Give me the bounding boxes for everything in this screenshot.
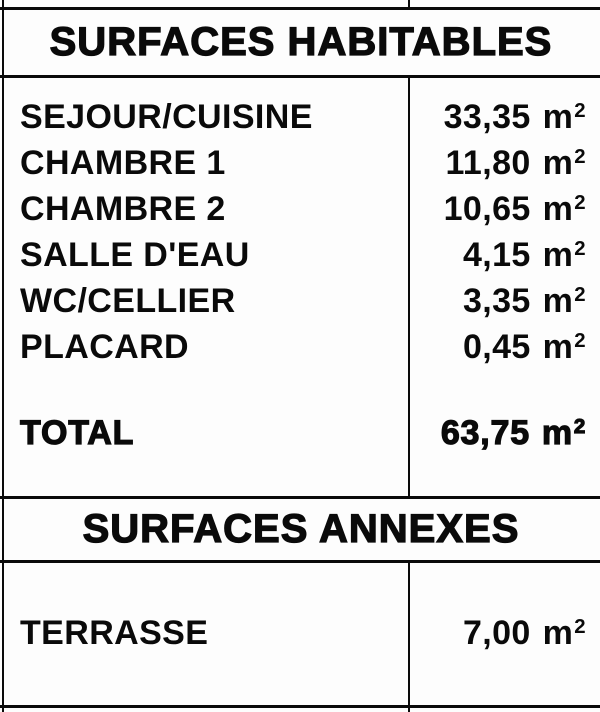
unit-base: m: [542, 143, 574, 182]
area-number: 0,45: [462, 327, 531, 366]
unit-label: [542, 414, 586, 452]
area-number: 3,35: [462, 281, 531, 320]
unit-base: m: [542, 97, 574, 136]
column-divider-top-segment: [408, 0, 410, 9]
unit-exponent: 2: [574, 191, 586, 214]
unit-label: [543, 328, 586, 366]
area-value: [408, 614, 598, 653]
unit-label: [543, 144, 586, 182]
area-value: [408, 98, 598, 137]
unit-exponent: 2: [574, 237, 586, 260]
area-value: [408, 328, 598, 367]
unit-exponent: 2: [574, 145, 586, 168]
area-value: [408, 144, 598, 183]
section-header-habitables: [4, 10, 598, 74]
room-label: SEJOUR/CUISINE: [20, 97, 313, 136]
table-row-chambre-1: [4, 140, 598, 186]
unit-base: m: [542, 613, 574, 652]
room-label: CHAMBRE 2: [20, 189, 226, 228]
room-label: TERRASSE: [20, 613, 209, 652]
bottom-rule: [0, 705, 600, 708]
room-label: WC/CELLIER: [20, 281, 236, 320]
area-value: [408, 190, 598, 229]
section-header-annexes: [4, 499, 598, 559]
area-value: [408, 236, 598, 275]
table-row-terrasse: [4, 610, 598, 656]
unit-base: m: [542, 189, 574, 228]
habitables-rows: [4, 78, 598, 456]
table-row-total: [4, 410, 598, 456]
room-label: SALLE D'EAU: [20, 235, 250, 274]
area-number: 63,75: [440, 413, 530, 452]
table-row-chambre-2: [4, 186, 598, 232]
area-number: 4,15: [462, 235, 531, 274]
row-spacer: [4, 370, 598, 410]
unit-exponent: 2: [574, 283, 586, 306]
room-label: CHAMBRE 1: [20, 143, 226, 182]
section-title-annexes: SURFACES ANNEXES: [82, 506, 520, 551]
unit-base: m: [542, 281, 574, 320]
total-area-value: [408, 414, 598, 453]
area-number: 7,00: [462, 613, 531, 652]
annexes-rows: [4, 563, 598, 703]
unit-label: [543, 190, 586, 228]
unit-label: [543, 614, 586, 652]
table-row-wc-cellier: [4, 278, 598, 324]
area-number: 10,65: [443, 189, 531, 228]
unit-exponent: 2: [574, 615, 586, 638]
unit-label: [543, 282, 586, 320]
unit-exponent: 2: [573, 415, 586, 438]
section-title-habitables: SURFACES HABITABLES: [49, 19, 553, 64]
unit-label: [543, 236, 586, 274]
total-label: TOTAL: [20, 413, 135, 452]
unit-base: m: [541, 413, 573, 452]
table-row-placard: [4, 324, 598, 370]
area-value: [408, 282, 598, 321]
area-number: 33,35: [443, 97, 531, 136]
table-row-salle-d-eau: [4, 232, 598, 278]
unit-base: m: [542, 235, 574, 274]
unit-base: m: [542, 327, 574, 366]
room-label: PLACARD: [20, 327, 190, 366]
unit-exponent: 2: [574, 329, 586, 352]
unit-label: [543, 98, 586, 136]
area-number: 11,80: [445, 143, 531, 182]
unit-exponent: 2: [574, 99, 586, 122]
table-row-sejour-cuisine: [4, 94, 598, 140]
